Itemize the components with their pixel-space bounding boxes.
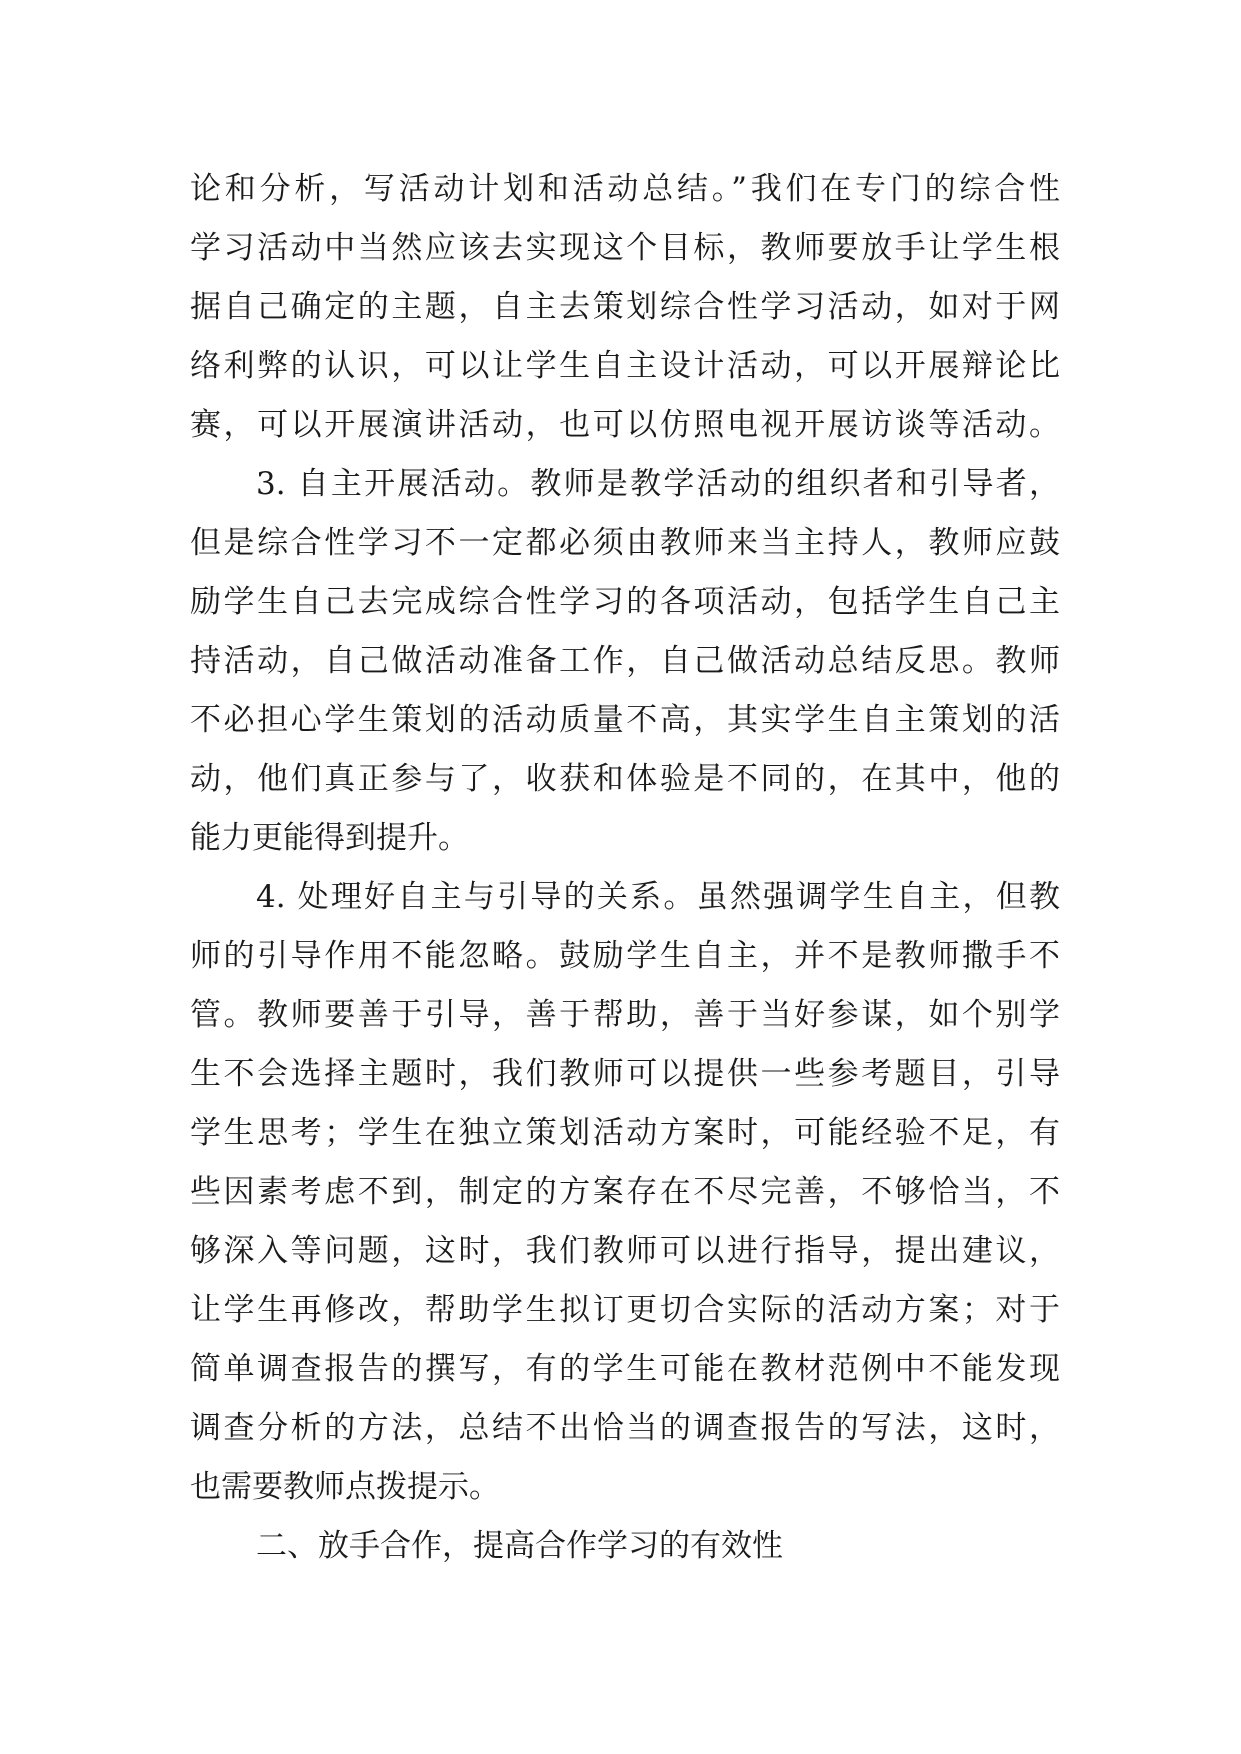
text-line: 够深入等问题，这时，我们教师可以进行指导，提出建议，: [190, 1233, 1060, 1269]
text-line: 也需要教师点拨提示。: [190, 1469, 500, 1505]
text-line: 学习活动中当然应该去实现这个目标，教师要放手让学生根: [190, 230, 1060, 266]
text-line: 生不会选择主题时，我们教师可以提供一些参考题目，引导: [190, 1056, 1060, 1092]
body-text: [190, 160, 1060, 1576]
text-line: 不必担心学生策划的活动质量不高，其实学生自主策划的活: [190, 702, 1060, 738]
text-line: 但是综合性学习不一定都必须由教师来当主持人，教师应鼓: [190, 525, 1060, 561]
text-line: 论和分析，写活动计划和活动总结。”我们在专门的综合性: [190, 171, 1060, 207]
text-line: 动，他们真正参与了，收获和体验是不同的，在其中，他的: [190, 761, 1060, 797]
paragraph-3-start: 3. 自主开展活动。教师是教学活动的组织者和引导者，: [256, 466, 1060, 502]
text-line: 能力更能得到提升。: [190, 820, 469, 856]
text-line: 师的引导作用不能忽略。鼓励学生自主，并不是教师撒手不: [190, 938, 1060, 974]
text-line: 络利弊的认识，可以让学生自主设计活动，可以开展辩论比: [190, 348, 1060, 384]
section-heading: 二、放手合作，提高合作学习的有效性: [256, 1528, 783, 1564]
text-line: 简单调查报告的撰写，有的学生可能在教材范例中不能发现: [190, 1351, 1060, 1387]
text-line: 赛，可以开展演讲活动，也可以仿照电视开展访谈等活动。: [190, 407, 1060, 443]
text-line: 让学生再修改，帮助学生拟订更切合实际的活动方案；对于: [190, 1292, 1060, 1328]
text-line: 调查分析的方法，总结不出恰当的调查报告的写法，这时，: [190, 1410, 1060, 1446]
text-line: 管。教师要善于引导，善于帮助，善于当好参谋，如个别学: [190, 997, 1060, 1033]
text-line: 些因素考虑不到，制定的方案存在不尽完善，不够恰当，不: [190, 1174, 1060, 1210]
text-line: 学生思考；学生在独立策划活动方案时，可能经验不足，有: [190, 1115, 1060, 1151]
text-line: 据自己确定的主题，自主去策划综合性学习活动，如对于网: [190, 289, 1060, 325]
paragraph-4-start: 4. 处理好自主与引导的关系。虽然强调学生自主，但教: [256, 879, 1060, 915]
text-line: 励学生自己去完成综合性学习的各项活动，包括学生自己主: [190, 584, 1060, 620]
text-line: 持活动，自己做活动准备工作，自己做活动总结反思。教师: [190, 643, 1060, 679]
